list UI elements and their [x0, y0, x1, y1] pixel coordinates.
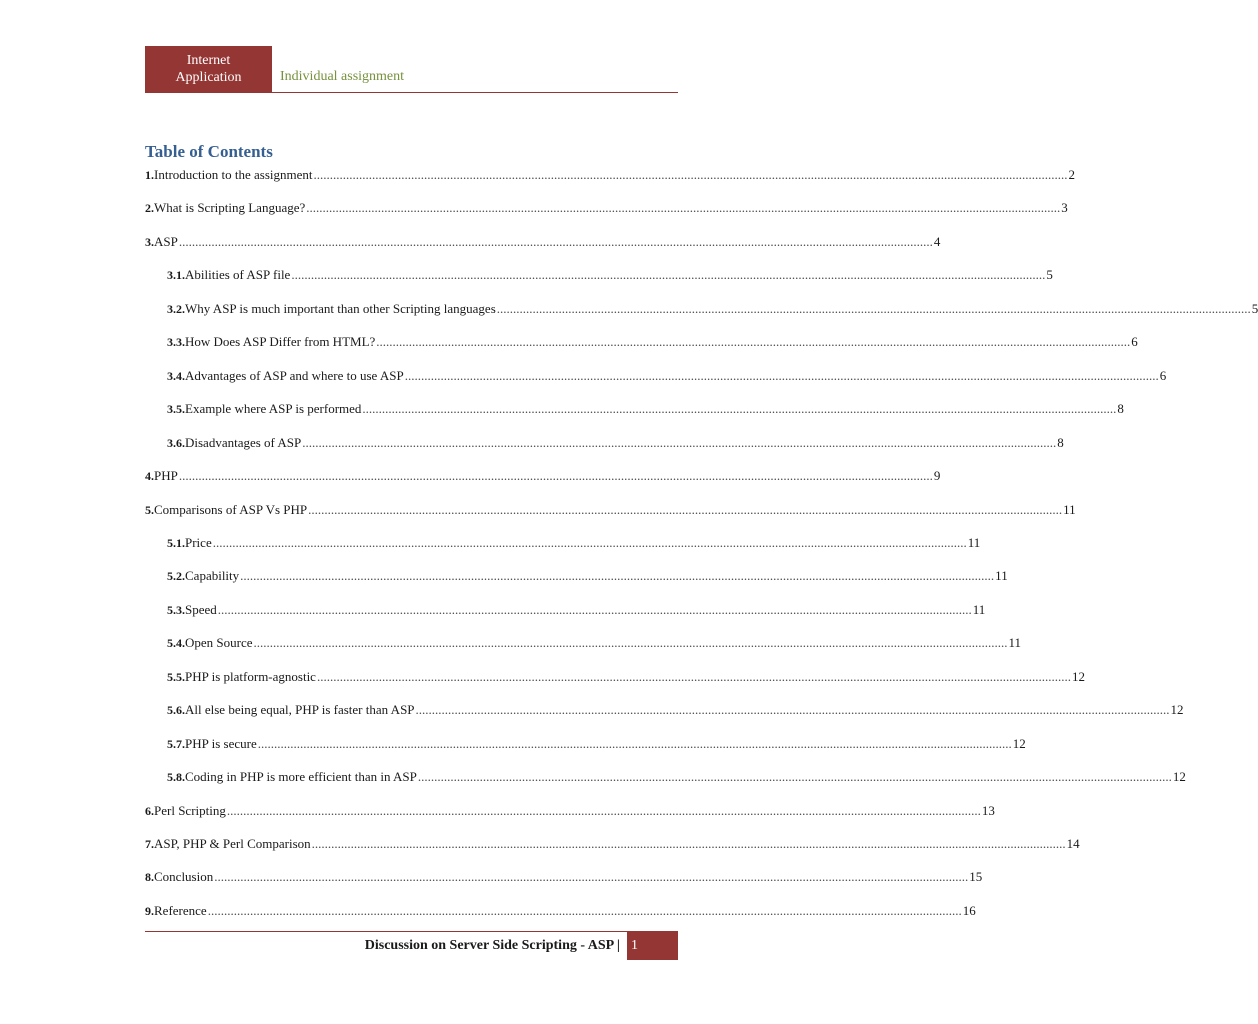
toc-entry-leader: [208, 902, 962, 920]
toc-entry-number: 2.: [145, 201, 154, 215]
toc-entry[interactable]: [145, 199, 1068, 217]
toc-entry-number: 8.: [145, 870, 154, 884]
toc-entry-leader: [227, 802, 981, 820]
toc-entry[interactable]: [167, 668, 1085, 686]
toc-entry-page: 5: [1251, 301, 1258, 316]
toc-entry-number: 3.5.: [167, 402, 185, 416]
header-subtitle: Individual assignment: [280, 69, 405, 84]
toc-entry-page: 6: [1159, 368, 1167, 383]
toc-entry[interactable]: [167, 634, 1022, 652]
toc-entry-page: 11: [1063, 502, 1076, 517]
toc-entry-number: 9.: [145, 904, 154, 918]
toc-entry-number: 5.1.: [167, 536, 185, 550]
toc-entry-leader: [416, 701, 1170, 719]
toc-entry-leader: [418, 768, 1172, 786]
toc-entry-page: 6: [1131, 334, 1138, 349]
toc-entry-leader: [240, 567, 994, 585]
toc-entry-number: 5.6.: [167, 703, 185, 717]
toc-entry-page: 11: [995, 568, 1008, 583]
header-box-line2: Application: [175, 70, 242, 85]
toc-entry-number: 5.8.: [167, 770, 185, 784]
toc-entry[interactable]: [167, 367, 1167, 385]
toc-entry-leader: [254, 634, 1008, 652]
toc-entry-label: Comparisons of ASP Vs PHP: [154, 502, 308, 517]
toc-entry-label: Price: [185, 535, 212, 550]
toc-entry-leader: [308, 501, 1062, 519]
toc-entry-page: 16: [962, 903, 976, 918]
toc-entry-page: 12: [1170, 702, 1184, 717]
toc-entry[interactable]: [167, 735, 1026, 753]
toc-entry-label: How Does ASP Differ from HTML?: [185, 334, 376, 349]
toc-entry[interactable]: [167, 400, 1124, 418]
toc-entry-label: PHP is platform-agnostic: [185, 669, 316, 684]
toc-entry-label: Conclusion: [154, 869, 214, 884]
toc-entry-leader: [312, 835, 1066, 853]
toc-entry-leader: [214, 868, 968, 886]
toc-entry-leader: [376, 333, 1130, 351]
toc-entry-label: PHP is secure: [185, 736, 257, 751]
toc-entry-number: 3.3.: [167, 335, 185, 349]
toc-entry-number: 1.: [145, 168, 154, 182]
toc-title: Table of Contents: [145, 142, 273, 161]
toc-entry-label: ASP: [154, 234, 178, 249]
toc-entry[interactable]: [167, 333, 1138, 351]
toc-entry-label: All else being equal, PHP is faster than ASP: [185, 702, 415, 717]
toc-entry[interactable]: [145, 902, 976, 920]
toc-entry-leader: [179, 233, 933, 251]
toc-entry-page: 8: [1057, 435, 1064, 450]
toc-entry-number: 6.: [145, 804, 154, 818]
toc-entry-number: 5.7.: [167, 737, 185, 751]
toc-entry[interactable]: [167, 266, 1053, 284]
toc-entry-leader: [213, 534, 967, 552]
toc-entry-page: 2: [1068, 167, 1076, 182]
toc-entry[interactable]: [167, 701, 1184, 719]
toc-entry-label: Introduction to the assignment: [154, 167, 313, 182]
toc-entry-leader: [258, 735, 1012, 753]
toc-entry-label: Perl Scripting: [154, 803, 226, 818]
toc-entry-page: 12: [1071, 669, 1085, 684]
toc-entry[interactable]: [167, 534, 981, 552]
toc-entry[interactable]: [145, 166, 1076, 184]
toc-entry-leader: [179, 467, 933, 485]
toc-entry-page: 11: [967, 535, 981, 550]
toc-entry-leader: [218, 601, 972, 619]
toc-entry-number: 5.5.: [167, 670, 185, 684]
toc-entry-number: 5.: [145, 503, 154, 517]
toc-entry-leader: [405, 367, 1159, 385]
toc-entry[interactable]: [145, 467, 941, 485]
toc-entry-number: 3.6.: [167, 436, 185, 450]
toc-entry-number: 3.1.: [167, 268, 185, 282]
toc-entry-page: 14: [1066, 836, 1080, 851]
toc-entry-number: 3.2.: [167, 302, 185, 316]
toc-entry-page: 5: [1046, 267, 1053, 282]
toc-entry-number: 3.: [145, 235, 154, 249]
toc-entry-label: Abilities of ASP file: [185, 267, 291, 282]
toc-entry-label: Advantages of ASP and where to use ASP: [185, 368, 404, 383]
toc-entry-leader: [317, 668, 1071, 686]
toc-entry-label: Open Source: [185, 635, 253, 650]
toc-entry-label: Example where ASP is performed: [185, 401, 362, 416]
header-divider: [145, 92, 678, 93]
toc-entry-page: 12: [1172, 769, 1186, 784]
header-box-line1: Internet: [186, 53, 231, 68]
toc-entry[interactable]: [167, 434, 1064, 452]
toc-entry-page: 8: [1117, 401, 1124, 416]
footer-divider: [145, 931, 678, 932]
toc-entry-number: 7.: [145, 837, 154, 851]
toc-entry-label: Speed: [185, 602, 217, 617]
toc-entry-leader: [291, 266, 1045, 284]
toc-entry-number: 5.3.: [167, 603, 185, 617]
header-title-box: [145, 46, 272, 92]
toc-entry-label: PHP: [154, 468, 178, 483]
toc-entry[interactable]: [167, 768, 1186, 786]
footer-text: Discussion on Server Side Scripting - ASP |: [364, 938, 620, 953]
toc-entry-page: 12: [1012, 736, 1026, 751]
toc-entry-page: 13: [981, 803, 995, 818]
toc-entry-label: Reference: [154, 903, 207, 918]
footer-page-number: 1: [627, 932, 678, 960]
toc-entry-label: Why ASP is much important than other Scripting languages: [185, 301, 496, 316]
toc-entry[interactable]: [167, 567, 1008, 585]
toc-entry-leader: [302, 434, 1056, 452]
toc-entry-page: 3: [1061, 200, 1068, 215]
toc-entry-number: 3.4.: [167, 369, 185, 383]
toc-entry-number: 5.4.: [167, 636, 185, 650]
toc-entry[interactable]: [167, 300, 1258, 318]
toc-entry[interactable]: [145, 501, 1076, 519]
toc-entry-leader: [497, 300, 1251, 318]
toc-entry-label: Coding in PHP is more efficient than in ASP: [185, 769, 417, 784]
toc-entry-leader: [314, 166, 1068, 184]
toc-entry[interactable]: [167, 601, 986, 619]
toc-entry-number: 4.: [145, 469, 154, 483]
toc-entry-leader: [362, 400, 1116, 418]
toc-entry-label: Disadvantages of ASP: [185, 435, 302, 450]
toc-entry-page: 9: [933, 468, 941, 483]
toc-entry-page: 11: [1008, 635, 1022, 650]
toc-entry-label: Capability: [185, 568, 240, 583]
toc-entry[interactable]: [145, 868, 983, 886]
toc-entry-page: 11: [972, 602, 986, 617]
toc-entry[interactable]: [145, 233, 941, 251]
toc-entry-label: What is Scripting Language?: [154, 200, 306, 215]
toc-entry[interactable]: [145, 802, 995, 820]
toc-entry-number: 5.2.: [167, 569, 185, 583]
toc-entry-label: ASP, PHP & Perl Comparison: [154, 836, 311, 851]
toc-entry-page: 15: [969, 869, 983, 884]
toc-entry-page: 4: [933, 234, 941, 249]
toc-entry[interactable]: [145, 835, 1080, 853]
toc-entry-leader: [306, 199, 1060, 217]
